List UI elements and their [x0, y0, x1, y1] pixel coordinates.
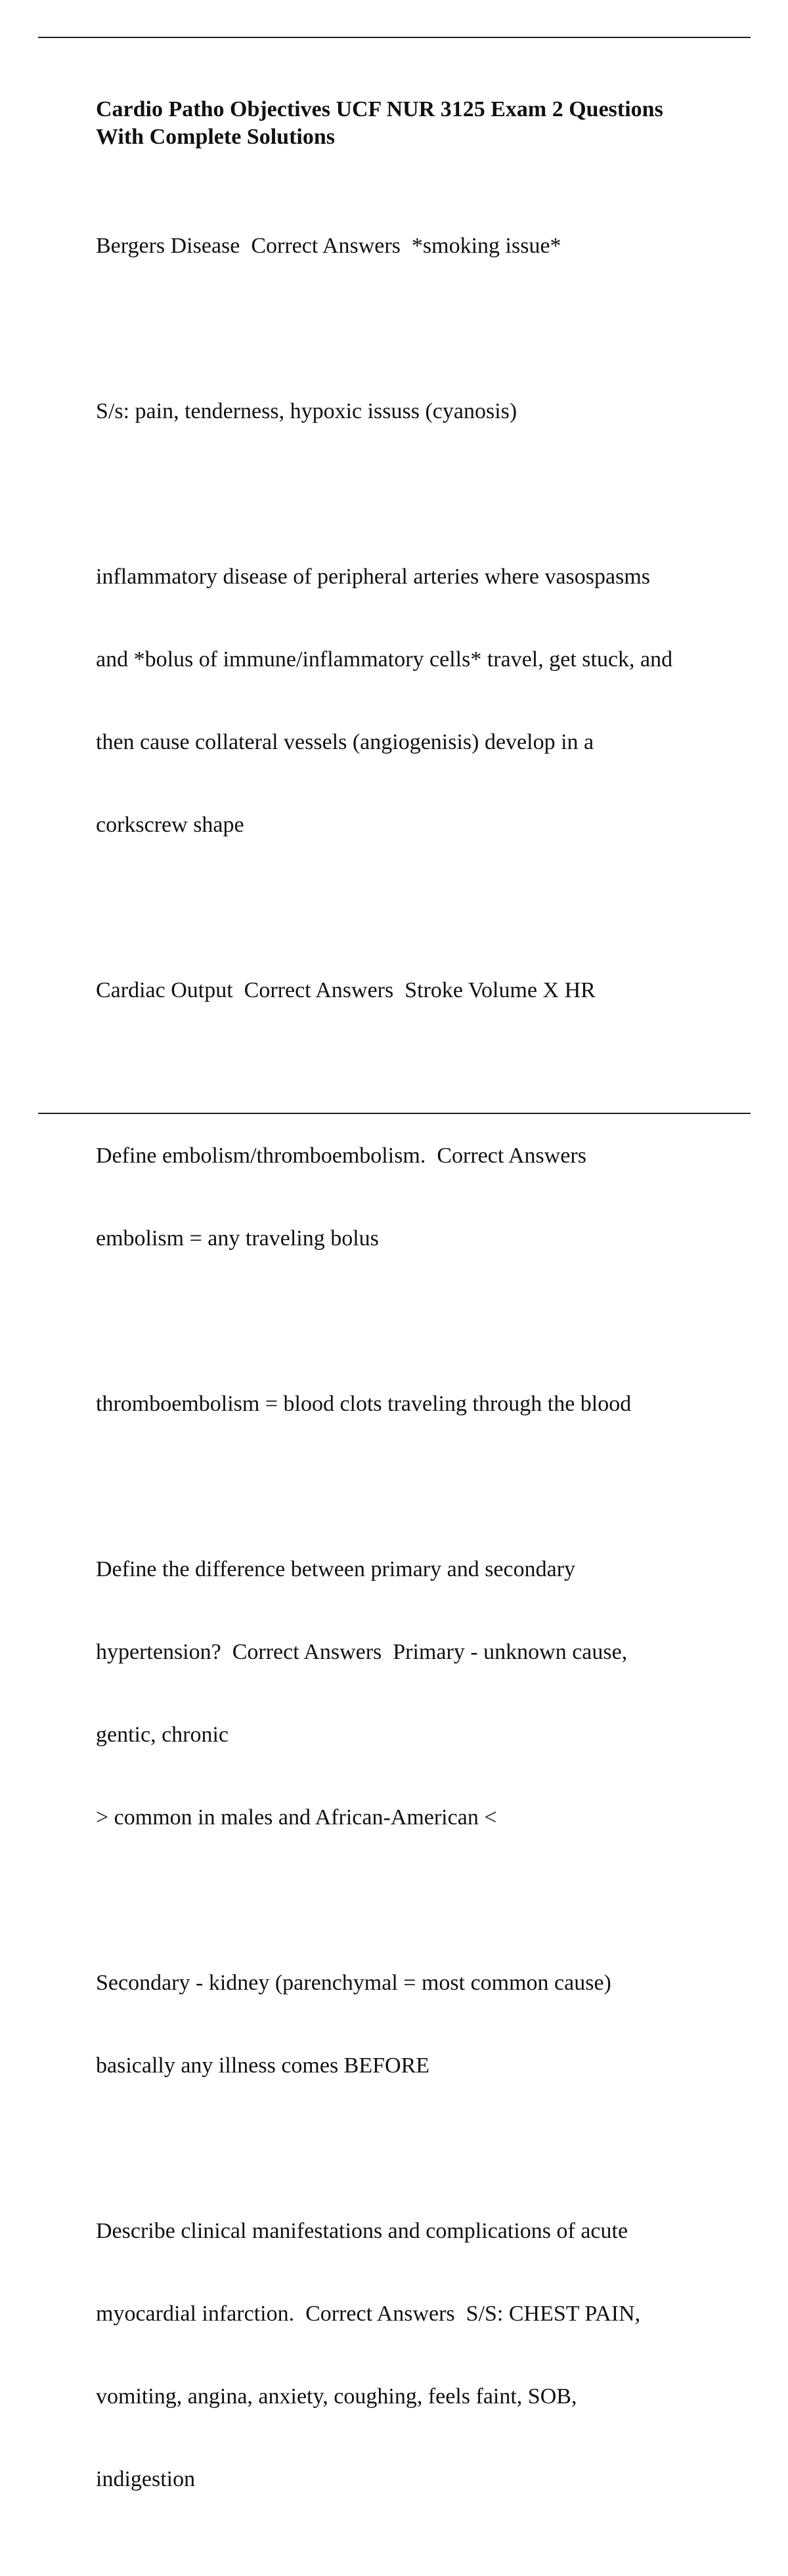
text-line: Describe clinical manifestations and complications of acute: [96, 2219, 628, 2243]
text-line: Secondary - kidney (parenchymal = most common cause): [96, 1971, 611, 1995]
text-line: hypertension? Correct Answers Primary - unknown cause,: [96, 1640, 628, 1664]
text-line: then cause collateral vessels (angiogenisis) develop in a: [96, 730, 594, 754]
text-line: myocardial infarction. Correct Answers S/S: CHEST PAIN,: [96, 2302, 641, 2326]
bottom-rule: [38, 1113, 751, 1114]
paragraph-cardiac-output: [96, 922, 726, 1060]
text-line: gentic, chronic: [96, 1723, 229, 1747]
paragraph-bergers-symptoms: [96, 343, 726, 481]
text-line: basically any illness comes BEFORE: [96, 2053, 430, 2078]
paragraph-hypertension: [96, 1501, 726, 1887]
paragraph-bergers-description: [96, 508, 726, 894]
document-title: [96, 96, 726, 151]
text-line: corkscrew shape: [96, 813, 244, 837]
title-line: With Complete Solutions: [96, 125, 335, 149]
text-line: vomiting, angina, anxiety, coughing, feels faint, SOB,: [96, 2384, 577, 2409]
paragraph-secondary-hypertension: [96, 1914, 726, 2135]
text-line: Define embolism/thromboembolism. Correct Answers: [96, 1144, 586, 1168]
text-line: Cardiac Output Correct Answers Stroke Volume X HR: [96, 978, 596, 1002]
text-line: Define the difference between primary and secondary: [96, 1557, 576, 1581]
title-line: Cardio Patho Objectives UCF NUR 3125 Exam 2 Questions: [96, 97, 663, 121]
text-line: > common in males and African-American <: [96, 1805, 497, 1830]
text-line: and *bolus of immune/inflammatory cells* travel, get stuck, and: [96, 647, 673, 672]
paragraph-myocardial-infarction: [96, 2162, 726, 2548]
paragraph-thromboembolism: [96, 1335, 726, 1473]
text-line: thromboembolism = blood clots traveling through the blood: [96, 1392, 632, 1416]
text-line: indigestion: [96, 2467, 196, 2491]
text-line: Bergers Disease Correct Answers *smoking issue*: [96, 234, 561, 258]
paragraph-bergers-disease: [96, 177, 726, 315]
document-body: [96, 96, 726, 2576]
text-line: S/s: pain, tenderness, hypoxic issuss (cyanosis): [96, 399, 517, 423]
paragraph-embolism: [96, 1087, 726, 1308]
text-line: inflammatory disease of peripheral arteries where vasospasms: [96, 565, 651, 589]
top-rule: [38, 37, 751, 38]
text-line: embolism = any traveling bolus: [96, 1226, 379, 1251]
